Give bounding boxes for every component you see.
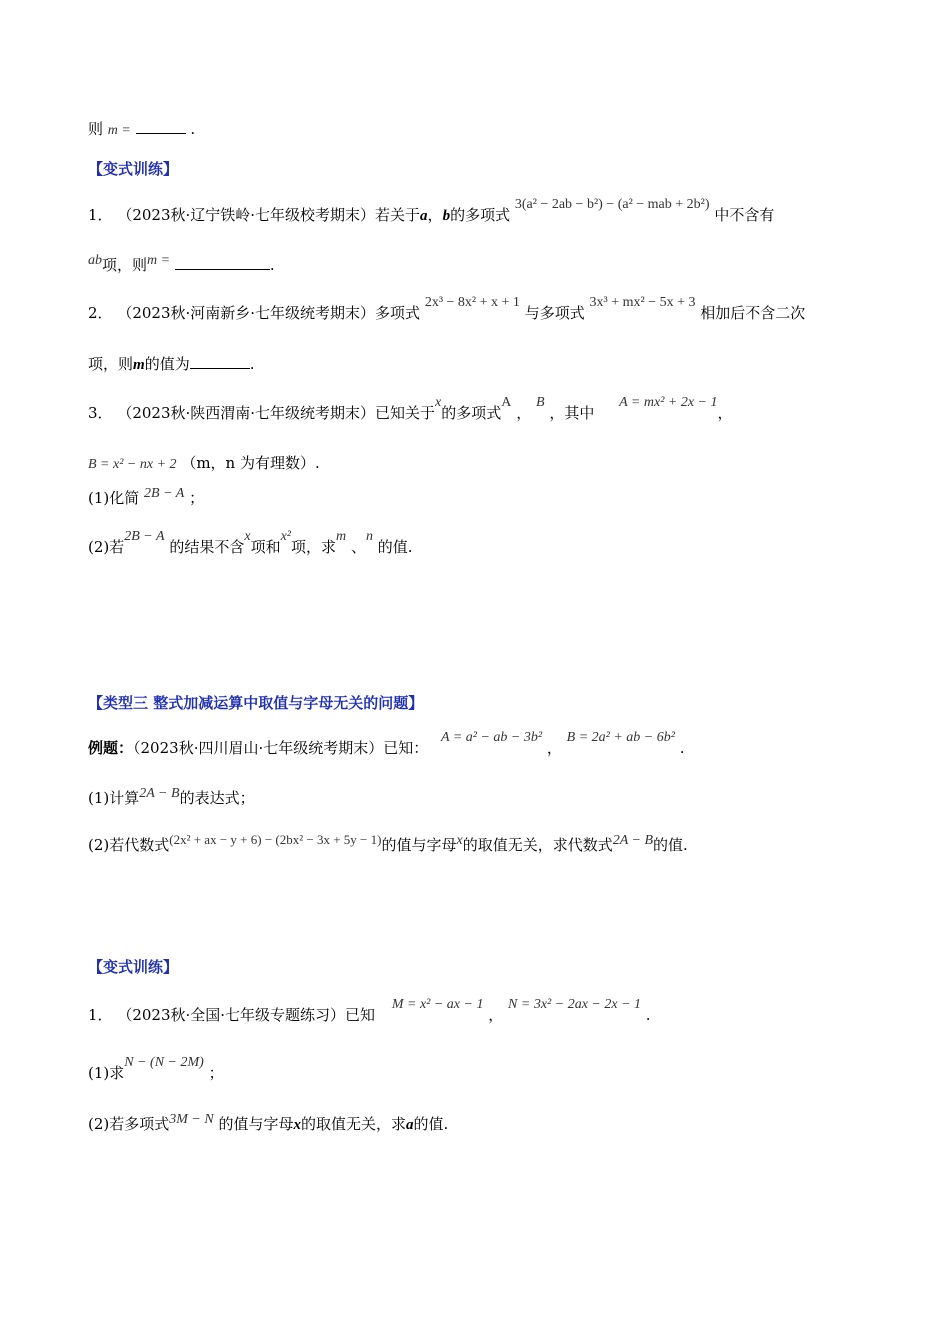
section-heading-type-three: 【类型三 整式加减运算中取值与字母无关的问题】 <box>88 694 424 712</box>
math-expression: 2B − A <box>144 486 185 501</box>
math-expression: M = x² − ax − 1 <box>391 997 484 1012</box>
question-text: 与多项式 <box>524 304 585 322</box>
text: ， <box>488 1006 504 1024</box>
math-expression: (2x² + ax − y + 6) − (2bx² − 3x + 5y − 1) <box>169 832 382 847</box>
text: . <box>249 355 255 373</box>
question-text: （m，n 为有理数）. <box>181 454 320 472</box>
example-part-2 <box>88 834 688 855</box>
question-3-part-1 <box>88 487 204 508</box>
example-question <box>88 730 685 758</box>
text: 、 <box>350 538 366 556</box>
question-text: （2023秋·陕西渭南·七年级统考期末）已知关于 <box>117 404 436 422</box>
question-text: 项，求 <box>291 538 337 556</box>
math-expression: 3(a² − 2ab − b²) − (a² − mab + 2b²) <box>514 197 710 212</box>
math-expression: 2x³ − 8x² + x + 1 <box>424 295 520 310</box>
text: ， <box>516 404 532 422</box>
question-text: 项，则 <box>88 355 134 373</box>
question-text: 的值. <box>413 1115 449 1133</box>
answer-line-top <box>88 118 195 139</box>
question-text: （2023秋·辽宁铁岭·七年级校考期末）若关于 <box>117 206 421 224</box>
part-label: (1)求 <box>88 1064 125 1082</box>
question-text: 的多项式 <box>441 404 502 422</box>
question-text: 的表达式； <box>179 789 255 807</box>
example-part-1 <box>88 787 255 808</box>
question-text: （2023秋·全国·七年级专题练习）已知 <box>117 1006 376 1024</box>
math-var: B <box>535 395 545 410</box>
question-1 <box>88 197 775 225</box>
answer-blank <box>136 119 186 134</box>
question-text: 相加后不含二次 <box>700 304 806 322</box>
question-text: 的值. <box>377 538 413 556</box>
question-3-line-2 <box>88 452 320 473</box>
part-label: (2)若 <box>88 538 125 556</box>
answer-blank <box>175 255 270 270</box>
math-expression: A = mx² + 2x − 1 <box>619 395 718 410</box>
question-number: 2． <box>88 304 113 322</box>
math-var: m = <box>107 123 131 138</box>
math-var: x <box>244 529 251 544</box>
text: ， <box>717 404 733 422</box>
text: ； <box>189 489 205 507</box>
math-expression: B = 2a² + ab − 6b² <box>566 730 675 745</box>
section-heading-variant-training: 【变式训练】 <box>88 160 179 178</box>
question-text: （2023秋·四川眉山·七年级统考期末）已知： <box>133 739 429 757</box>
example-label: 例题： <box>88 739 134 757</box>
text: ， <box>546 739 562 757</box>
question-number: 1． <box>88 1006 113 1024</box>
math-expression: B = x² − nx + 2 <box>88 457 177 472</box>
text: ； <box>208 1064 224 1082</box>
question-text: 的取值无关，求 <box>301 1115 407 1133</box>
math-var: ab <box>88 253 102 268</box>
math-expression: A = a² − ab − 3b² <box>441 730 543 745</box>
variant-question-1 <box>88 997 651 1025</box>
question-2 <box>88 295 806 323</box>
question-text: 的取值无关，求代数式 <box>462 836 613 854</box>
math-var: b <box>442 208 451 224</box>
math-expression: 2A − B <box>612 833 654 848</box>
question-text: 的值. <box>653 836 688 854</box>
part-label: (2)若多项式 <box>88 1115 170 1133</box>
question-text: 项和 <box>250 538 281 556</box>
question-text: 的值与字母 <box>381 836 457 854</box>
variant-question-1-part-2 <box>88 1113 448 1134</box>
question-number: 3． <box>88 404 113 422</box>
math-var: x <box>456 833 463 848</box>
text: ， <box>427 206 443 224</box>
text: 则 <box>88 120 104 138</box>
math-expression: 2A − B <box>139 786 180 801</box>
math-expression: 3x³ + mx² − 5x + 3 <box>589 295 696 310</box>
text: . <box>190 120 196 138</box>
question-text: 项，则 <box>102 256 148 274</box>
question-1-line-2 <box>88 254 275 275</box>
question-text: （2023秋·河南新乡·七年级统考期末）多项式 <box>117 304 421 322</box>
question-number: 1． <box>88 206 113 224</box>
section-heading-variant-training-2: 【变式训练】 <box>88 958 179 976</box>
part-label: (1)化简 <box>88 489 140 507</box>
math-var: m = <box>147 253 171 268</box>
math-var: m <box>336 529 347 544</box>
math-var: m <box>133 357 145 373</box>
text: . <box>269 256 275 274</box>
text: . <box>645 1006 651 1024</box>
answer-blank <box>190 354 250 369</box>
math-var: x² <box>280 529 292 544</box>
math-var: a <box>420 208 428 224</box>
math-var: a <box>406 1117 414 1133</box>
question-text: 的值与字母 <box>218 1115 294 1133</box>
question-text: 的多项式 <box>450 206 511 224</box>
math-expression: 2B − A <box>124 529 165 544</box>
part-label: (1)计算 <box>88 789 140 807</box>
math-expression: N − (N − 2M) <box>124 1055 204 1070</box>
question-text: 的值为 <box>144 355 190 373</box>
math-var: x <box>435 395 442 410</box>
text: . <box>679 739 685 757</box>
part-label: (2)若代数式 <box>88 836 170 854</box>
math-expression: 3M − N <box>169 1112 214 1127</box>
math-var: x <box>293 1117 301 1133</box>
question-text: ，其中 <box>549 404 595 422</box>
math-expression: N = 3x² − 2ax − 2x − 1 <box>508 997 642 1012</box>
question-text: 中不含有 <box>714 206 775 224</box>
question-3 <box>88 395 733 423</box>
question-2-line-2 <box>88 353 254 374</box>
question-text: 的结果不含 <box>169 538 245 556</box>
math-var: n <box>365 529 373 544</box>
variant-question-1-part-1 <box>88 1055 224 1083</box>
question-3-part-2 <box>88 529 413 557</box>
math-var: A <box>501 395 512 410</box>
